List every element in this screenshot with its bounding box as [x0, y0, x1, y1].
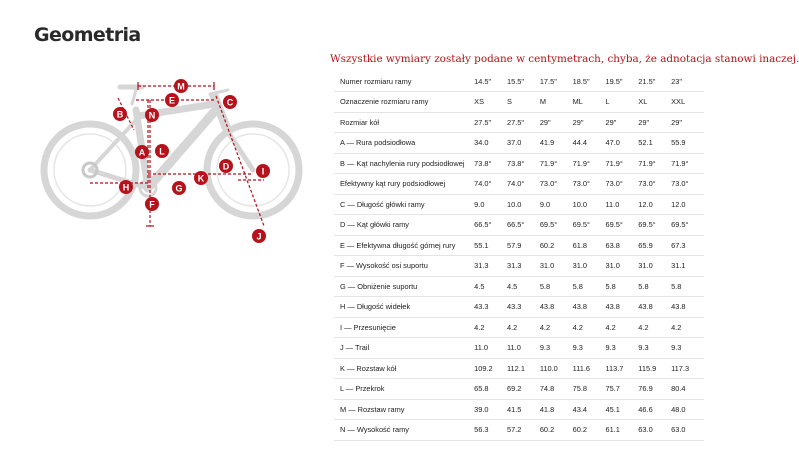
size-value: 4.2 [671, 317, 704, 338]
size-value: 43.8 [671, 297, 704, 318]
size-value: 9.3 [605, 338, 638, 359]
size-value: 71.9° [540, 153, 573, 174]
marker-badge-D [219, 159, 233, 173]
size-value: 23" [671, 71, 704, 92]
size-value: 34.0 [474, 133, 507, 154]
size-value: 9.3 [573, 338, 606, 359]
svg-text:K: K [197, 173, 205, 184]
marker-badge-H [119, 180, 133, 194]
parameter-label: M — Rozstaw ramy [334, 399, 474, 420]
size-value: 41.5 [507, 399, 540, 420]
svg-text:J: J [256, 231, 262, 242]
parameter-label: Numer rozmiaru ramy [334, 71, 474, 92]
table-row [334, 92, 704, 113]
size-value: 110.0 [540, 358, 573, 379]
size-value: 46.6 [638, 399, 671, 420]
size-value: 43.8 [638, 297, 671, 318]
size-value: 5.8 [540, 276, 573, 297]
size-value: 11.0 [507, 338, 540, 359]
size-value: 69.5° [671, 215, 704, 236]
svg-text:M: M [177, 81, 185, 92]
marker-badge-E [165, 93, 179, 107]
size-value: 27.5" [507, 112, 540, 133]
size-value: 65.8 [474, 379, 507, 400]
svg-text:G: G [175, 183, 183, 194]
size-value: 117.3 [671, 358, 704, 379]
units-notice: Wszystkie wymiary zostały podane w centymetrach, chyba, że adnotacja stanowi inaczej. [330, 53, 799, 65]
size-value: L [605, 92, 638, 113]
size-value: 71.9° [573, 153, 606, 174]
parameter-label: D — Kąt główki ramy [334, 215, 474, 236]
size-value: 4.5 [507, 276, 540, 297]
table-row [334, 235, 704, 256]
svg-text:B: B [116, 109, 124, 120]
parameter-label: E — Efektywna długość górnej rury [334, 235, 474, 256]
size-value: 19.5" [605, 71, 638, 92]
svg-text:E: E [168, 95, 176, 106]
size-value: 69.5° [540, 215, 573, 236]
size-value: 52.1 [638, 133, 671, 154]
size-value: 66.5° [474, 215, 507, 236]
size-value: 74.0° [507, 174, 540, 195]
size-value: 15.5" [507, 71, 540, 92]
size-value: 73.0° [540, 174, 573, 195]
size-value: 73.0° [573, 174, 606, 195]
size-value: 11.0 [605, 194, 638, 215]
size-value: S [507, 92, 540, 113]
marker-badge-L [155, 144, 169, 158]
table-row [334, 399, 704, 420]
size-value: 37.0 [507, 133, 540, 154]
size-value: 43.8 [540, 297, 573, 318]
svg-text:F: F [149, 199, 155, 210]
size-value: 10.0 [573, 194, 606, 215]
marker-badge-N [145, 108, 159, 122]
size-value: 43.8 [605, 297, 638, 318]
marker-badge-J [252, 229, 266, 243]
size-value: 66.5° [507, 215, 540, 236]
size-value: 74.0° [474, 174, 507, 195]
table-row [334, 379, 704, 400]
table-row [334, 338, 704, 359]
size-value: 43.4 [573, 399, 606, 420]
parameter-label: L — Przekrok [334, 379, 474, 400]
marker-badge-K [194, 171, 208, 185]
size-value: 60.2 [573, 420, 606, 441]
size-value: 61.8 [573, 235, 606, 256]
table-row [334, 420, 704, 441]
size-value: 69.5° [638, 215, 671, 236]
marker-badge-B [113, 107, 127, 121]
size-value: 31.0 [573, 256, 606, 277]
marker-badge-F [145, 197, 159, 211]
size-value: 31.1 [671, 256, 704, 277]
geometry-table [334, 71, 704, 441]
marker-badge-M [174, 79, 188, 93]
parameter-label: C — Długość główki ramy [334, 194, 474, 215]
size-value: 5.8 [638, 276, 671, 297]
svg-text:N: N [148, 110, 156, 121]
svg-text:C: C [226, 97, 234, 108]
svg-text:D: D [222, 161, 230, 172]
svg-text:A: A [138, 147, 146, 158]
size-value: 4.2 [474, 317, 507, 338]
size-value: 61.1 [605, 420, 638, 441]
size-value: 63.0 [638, 420, 671, 441]
size-value: 12.0 [671, 194, 704, 215]
size-value: 43.3 [507, 297, 540, 318]
parameter-label: F — Wysokość osi suportu [334, 256, 474, 277]
size-value: 65.9 [638, 235, 671, 256]
table-row [334, 317, 704, 338]
size-value: 18.5" [573, 71, 606, 92]
table-row [334, 71, 704, 92]
size-value: XXL [671, 92, 704, 113]
size-value: 69.5° [573, 215, 606, 236]
parameter-label: B — Kąt nachylenia rury podsiodłowej [334, 153, 474, 174]
size-value: 73.8° [474, 153, 507, 174]
size-value: 73.0° [671, 174, 704, 195]
size-value: 73.0° [605, 174, 638, 195]
size-value: 4.2 [573, 317, 606, 338]
size-value: 57.9 [507, 235, 540, 256]
parameter-label: H — Długość widełek [334, 297, 474, 318]
size-value: 9.0 [540, 194, 573, 215]
size-value: 60.2 [540, 420, 573, 441]
size-value: 31.0 [540, 256, 573, 277]
size-value: 69.5° [605, 215, 638, 236]
size-value: 55.1 [474, 235, 507, 256]
size-value: 4.2 [540, 317, 573, 338]
svg-text:H: H [122, 182, 130, 193]
size-value: 9.3 [540, 338, 573, 359]
marker-badge-A [135, 145, 149, 159]
table-row [334, 215, 704, 236]
size-value: 31.3 [507, 256, 540, 277]
size-value: 63.8 [605, 235, 638, 256]
size-value: 57.2 [507, 420, 540, 441]
size-value: 29" [573, 112, 606, 133]
size-value: 9.3 [671, 338, 704, 359]
size-value: 67.3 [671, 235, 704, 256]
table-row [334, 256, 704, 277]
marker-badge-C [223, 95, 237, 109]
size-value: 17.5" [540, 71, 573, 92]
size-value: 47.0 [605, 133, 638, 154]
size-value: 29" [605, 112, 638, 133]
parameter-label: Efektywny kąt rury podsiodłowej [334, 174, 474, 195]
size-value: 4.2 [638, 317, 671, 338]
size-value: 31.3 [474, 256, 507, 277]
table-row [334, 133, 704, 154]
size-value: 5.8 [605, 276, 638, 297]
size-value: 9.3 [638, 338, 671, 359]
size-value: 74.8 [540, 379, 573, 400]
size-value: 45.1 [605, 399, 638, 420]
page-title: Geometria [34, 24, 141, 46]
size-value: 12.0 [638, 194, 671, 215]
size-value: 31.0 [638, 256, 671, 277]
size-value: 5.8 [671, 276, 704, 297]
svg-text:I: I [261, 166, 265, 177]
table-row [334, 174, 704, 195]
size-value: 44.4 [573, 133, 606, 154]
size-value: XL [638, 92, 671, 113]
size-value: 43.8 [573, 297, 606, 318]
size-value: 27.5" [474, 112, 507, 133]
size-value: 29" [638, 112, 671, 133]
size-value: 29" [671, 112, 704, 133]
size-value: 63.0 [671, 420, 704, 441]
size-value: XS [474, 92, 507, 113]
size-value: 71.9° [638, 153, 671, 174]
size-value: 113.7 [605, 358, 638, 379]
size-value: ML [573, 92, 606, 113]
parameter-label: G — Obniżenie suportu [334, 276, 474, 297]
size-value: 112.1 [507, 358, 540, 379]
size-value: 60.2 [540, 235, 573, 256]
parameter-label: K — Rozstaw kół [334, 358, 474, 379]
size-value: 80.4 [671, 379, 704, 400]
size-value: 21.5" [638, 71, 671, 92]
size-value: 11.0 [474, 338, 507, 359]
size-value: 76.9 [638, 379, 671, 400]
size-value: 111.6 [573, 358, 606, 379]
size-value: 43.3 [474, 297, 507, 318]
size-value: 4.5 [474, 276, 507, 297]
size-value: 71.9° [671, 153, 704, 174]
parameter-label: Oznaczenie rozmiaru ramy [334, 92, 474, 113]
table-row [334, 358, 704, 379]
size-value: 48.0 [671, 399, 704, 420]
size-value: 41.9 [540, 133, 573, 154]
size-value: 9.0 [474, 194, 507, 215]
size-value: 31.0 [605, 256, 638, 277]
table-row [334, 112, 704, 133]
size-value: 75.7 [605, 379, 638, 400]
size-value: 41.8 [540, 399, 573, 420]
size-value: M [540, 92, 573, 113]
size-value: 73.0° [638, 174, 671, 195]
size-value: 55.9 [671, 133, 704, 154]
size-value: 71.9° [605, 153, 638, 174]
parameter-label: A — Rura podsiodłowa [334, 133, 474, 154]
size-value: 73.8° [507, 153, 540, 174]
size-value: 4.2 [507, 317, 540, 338]
bike-geometry-diagram [38, 70, 318, 260]
parameter-label: Rozmiar kół [334, 112, 474, 133]
size-value: 75.8 [573, 379, 606, 400]
svg-text:L: L [159, 146, 165, 157]
table-row [334, 153, 704, 174]
marker-badge-I [256, 164, 270, 178]
size-value: 109.2 [474, 358, 507, 379]
table-row [334, 276, 704, 297]
table-row [334, 194, 704, 215]
size-value: 56.3 [474, 420, 507, 441]
table-row [334, 297, 704, 318]
parameter-label: J — Trail [334, 338, 474, 359]
size-value: 5.8 [573, 276, 606, 297]
parameter-label: I — Przesunięcie [334, 317, 474, 338]
parameter-label: N — Wysokość ramy [334, 420, 474, 441]
size-value: 14.5" [474, 71, 507, 92]
size-value: 115.9 [638, 358, 671, 379]
size-value: 4.2 [605, 317, 638, 338]
marker-badge-G [172, 181, 186, 195]
size-value: 69.2 [507, 379, 540, 400]
size-value: 29" [540, 112, 573, 133]
size-value: 10.0 [507, 194, 540, 215]
size-value: 39.0 [474, 399, 507, 420]
